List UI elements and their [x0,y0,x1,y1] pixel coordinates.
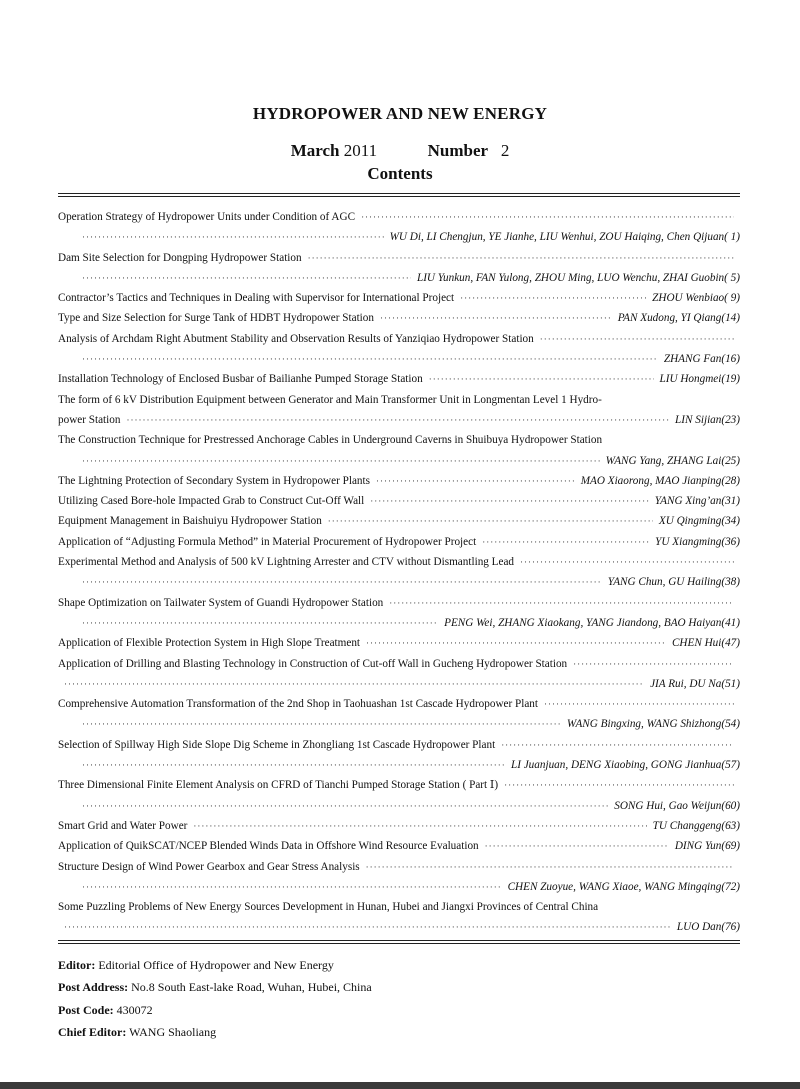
dot-leader [82,714,561,734]
postcode-label: Post Code [58,1002,110,1017]
toc-entry-page: (60) [721,799,740,812]
dot-leader [520,552,734,572]
toc-entry-authors: ZHANG Fan [663,353,722,366]
toc-entry-line [58,857,740,877]
toc-entry-line [58,796,740,816]
toc-entry-line [58,511,740,531]
toc-entry-page: (72) [721,880,740,893]
address-line: Post Address: No.8 South East-lake Road, Wuhan, Hubei, China [58,980,372,995]
toc-entry-line [58,654,740,674]
toc-entry-title: Structure Design of Wind Power Gearbox and Gear Stress Analysis [58,860,360,873]
dot-leader [485,836,669,856]
toc-entry-line [58,308,740,328]
toc-entry-line [58,572,740,592]
toc-entry-authors: YU Xiangming [655,535,722,548]
dot-leader [366,633,666,653]
toc-entry-title: Utilizing Cased Bore-hole Impacted Grab to Construct Cut-Off Wall [58,495,365,508]
address-label: Post Address [58,980,125,995]
toc-entry-title: Application of QuikSCAT/NCEP Blended Winds Data in Offshore Wind Resource Evaluation [58,840,479,853]
toc-entry-line [58,451,740,471]
toc-entry-authors: WU Di, LI Chengjun, YE Jianhe, LIU Wenhui, ZOU Haiqing, Chen Qijuan [389,231,725,244]
dot-leader [82,268,411,288]
toc-entry-authors: CHEN Zuoyue, WANG Xiaoe, WANG Mingqing [507,880,722,893]
toc-entry-title: Type and Size Selection for Surge Tank of HDBT Hydropower Station [58,312,374,325]
toc-entry-authors: XU Qingming [658,515,722,528]
toc-entry-line [58,552,740,572]
dot-leader [366,857,734,877]
toc-entry-line [58,471,740,491]
toc-entry-line [58,329,740,349]
toc-entry-line [58,248,740,268]
toc-entry-line [58,532,740,552]
bottom-rule-2 [58,943,740,944]
toc-entry-line [58,755,740,775]
toc-entry-page: (38) [721,576,740,589]
toc-entry-line [58,491,740,511]
dot-leader [126,410,669,430]
toc-entry-authors: LIN Sijian [675,413,722,426]
toc-entry-line [58,349,740,369]
toc-entry-authors: SONG Hui, Gao Weijun [614,799,722,812]
toc-entry-page: (34) [721,515,740,528]
toc-entry-line [58,917,740,937]
toc-entry-title: Application of “Adjusting Formula Method” in Material Procurement of Hydropower Project [58,535,477,548]
toc-entry-authors: LIU Hongmei [659,373,722,386]
toc-entry-line [58,735,740,755]
toc-entry-page: (54) [721,718,740,731]
chief-editor-line: Chief Editor: WANG Shaoliang [58,1024,217,1039]
toc-entry-page: (31) [721,495,740,508]
month-label: March [290,141,340,160]
toc-entry-page: (36) [721,535,740,548]
dot-leader [540,329,734,349]
toc-entry-title: Some Puzzling Problems of New Energy Sources Development in Hunan, Hubei and Jiangxi Provinces of Central China [58,901,599,914]
toc-entry-page: ( 5) [724,271,740,284]
dot-leader [82,572,602,592]
toc-entry-line [58,897,740,917]
toc-entry-authors: JIA Rui, DU Na [650,677,722,690]
editor-label: Editor [58,958,92,972]
toc-entry-page: (76) [721,921,740,934]
toc-entry-title: Equipment Management in Baishuiyu Hydropower Station [58,515,322,528]
dot-leader [82,349,658,369]
dot-leader [328,511,653,531]
toc-entry-line [58,207,740,227]
toc-entry-title: Contractor’s Tactics and Techniques in Dealing with Supervisor for International Project [58,292,455,305]
dot-leader [193,816,646,836]
toc-entry-title: Analysis of Archdam Right Abutment Stability and Observation Results of Yanziqiao Hydropower Station [58,332,534,345]
toc-entry-title: power Station [58,413,121,426]
toc-entry-title: The form of 6 kV Distribution Equipment between Generator and Main Transformer Unit in Longmentan Level 1 Hydro- [58,393,602,406]
postcode-line: Post Code: 430072 [58,1002,153,1017]
toc-entry-authors: WANG Yang, ZHANG Lai [605,454,722,467]
dot-leader [82,451,600,471]
dot-leader [389,593,734,613]
toc-entry-title: Experimental Method and Analysis of 500 kV Lightning Arrester and CTV without Dismantling Lead [58,556,515,569]
toc-entry-authors: YANG Xing’an [654,495,722,508]
toc-entry-page: (51) [721,677,740,690]
toc-entry-authors: PENG Wei, ZHANG Xiaokang, YANG Jiandong, BAO Haiyan [444,616,722,629]
dot-leader [370,491,648,511]
toc-entry-line [58,633,740,653]
toc-entry-title: Dam Site Selection for Dongping Hydropower Station [58,251,302,264]
toc-entry-line [58,674,740,694]
toc-entry-line [58,714,740,734]
toc-entry-title: Comprehensive Automation Transformation of the 2nd Shop in Taohuashan 1st Cascade Hydropower Plant [58,698,539,711]
dot-leader [429,369,654,389]
toc-entry-page: (23) [721,413,740,426]
toc-entry-line [58,816,740,836]
journal-title: HYDROPOWER AND NEW ENERGY [252,104,548,123]
address-value: No.8 South East-lake Road, Wuhan, Hubei, China [131,980,372,995]
dot-leader [64,674,644,694]
editor-line: Editor: Editorial Office of Hydropower and New Energy [58,958,334,972]
toc-entry-line [58,390,740,410]
toc-entry-page: ( 1) [724,231,740,244]
dot-leader [544,694,734,714]
dot-leader [308,248,734,268]
toc-entry-page: (16) [721,353,740,366]
year: 2011 [343,141,378,160]
toc-entry-authors: LI Juanjuan, DENG Xiaobing, GONG Jianhua [510,759,722,772]
toc-entry-page: (63) [721,819,740,832]
postcode-value: 430072 [116,1002,153,1017]
dot-leader [82,755,505,775]
toc-entry-authors: TU Changgeng [652,819,722,832]
dot-leader [573,654,734,674]
contents-heading: Contents [367,164,433,183]
toc-entry-title: Shape Optimization on Tailwater System of Guandi Hydropower Station [58,596,384,609]
toc-entry-title: Operation Strategy of Hydropower Units under Condition of AGC [58,211,356,223]
number-label: Number [427,141,489,160]
table-of-contents [58,207,740,938]
toc-entry-title: Selection of Spillway High Side Slope Dig Scheme in Zhongliang 1st Cascade Hydropower Plant [58,738,496,751]
toc-entry-authors: YANG Chun, GU Hailing [607,576,722,589]
toc-entry-authors: LUO Dan [676,921,722,934]
dot-leader [64,917,671,937]
dot-leader [504,775,734,795]
toc-entry-title: The Lightning Protection of Secondary System in Hydropower Plants [58,474,370,487]
toc-entry-line [58,410,740,430]
dot-leader [380,308,612,328]
dot-leader [501,735,734,755]
top-rule [58,193,740,194]
toc-entry-page: (57) [721,759,740,772]
toc-entry-title: Application of Flexible Protection System in High Slope Treatment [58,637,361,650]
toc-entry-title: Installation Technology of Enclosed Busbar of Bailianhe Pumped Storage Station [58,373,423,386]
toc-entry-title: Application of Drilling and Blasting Technology in Construction of Cut-off Wall in Gucheng Hydropower Station [58,657,568,670]
dot-leader [82,877,502,897]
toc-entry-page: (47) [721,637,740,650]
dot-leader [361,207,734,227]
toc-entry-title: The Construction Technique for Prestressed Anchorage Cables in Underground Caverns in Shuibuya Hydropower Station [58,434,603,447]
issue-line [0,141,800,161]
issue-number: 2 [500,141,510,160]
bottom-rule [58,940,740,941]
toc-entry-line [58,694,740,714]
toc-entry-title: Three Dimensional Finite Element Analysis on CFRD of Tianchi Pumped Storage Station ( Part Ⅰ) [58,779,499,792]
toc-entry-line [58,288,740,308]
toc-entry-page: (69) [721,840,740,853]
editor-value: Editorial Office of Hydropower and New Energy [98,958,334,972]
toc-entry-page: (41) [721,616,740,629]
chief-editor-value: WANG Shaoliang [129,1024,217,1039]
dot-leader [460,288,646,308]
chief-editor-label: Chief Editor [58,1024,123,1039]
toc-entry-authors: WANG Bingxing, WANG Shizhong [566,718,722,731]
toc-entry-line [58,877,740,897]
dot-leader [482,532,649,552]
dot-leader [82,613,438,633]
toc-entry-authors: LIU Yunkun, FAN Yulong, ZHOU Ming, LUO Wenchu, ZHAI Guobin [416,271,725,284]
toc-entry-line [58,836,740,856]
page-bottom-edge [0,1082,800,1089]
top-rule-2 [58,196,740,197]
toc-entry-line [58,227,740,247]
toc-entry-line [58,613,740,633]
dot-leader [82,796,608,816]
toc-entry-authors: MAO Xiaorong, MAO Jianping [580,474,722,487]
toc-entry-title: Smart Grid and Water Power [58,819,188,832]
toc-entry-page: (14) [721,312,740,325]
toc-entry-authors: PAN Xudong, YI Qiang [617,312,722,325]
toc-entry-line [58,775,740,795]
toc-entry-line [58,268,740,288]
toc-entry-authors: CHEN Hui [671,637,722,650]
dot-leader [376,471,575,491]
toc-entry-line [58,369,740,389]
toc-entry-page: (28) [721,474,740,487]
toc-entry-page: (25) [721,454,740,467]
toc-entry-line [58,430,740,450]
toc-entry-page: ( 9) [724,292,740,305]
editor-info [58,954,372,1043]
toc-entry-authors: DING Yun [674,840,722,853]
dot-leader [82,227,384,247]
toc-entry-page: (19) [721,373,740,386]
toc-entry-authors: ZHOU Wenbiao [652,292,725,305]
toc-entry-line [58,593,740,613]
